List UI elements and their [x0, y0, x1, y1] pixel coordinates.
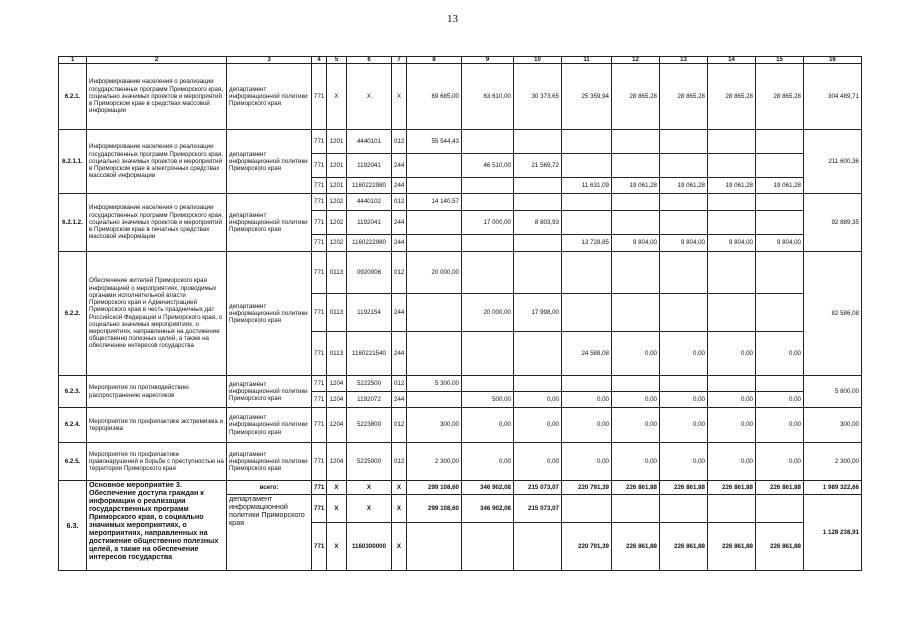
- cell: 1192072: [347, 392, 392, 408]
- header-cell: 13: [660, 57, 708, 64]
- cell: 82 586,08: [804, 252, 862, 376]
- cell: 226 861,88: [612, 481, 660, 495]
- cell: [708, 252, 756, 294]
- cell: 771: [312, 194, 327, 211]
- cell: [514, 523, 562, 571]
- header-cell: 5: [327, 57, 347, 64]
- cell: 1204: [327, 392, 347, 408]
- cell: 012: [392, 376, 407, 392]
- cell: 0,00: [756, 392, 804, 408]
- cell: 63 610,00: [462, 64, 514, 130]
- header-cell: 12: [612, 57, 660, 64]
- cell: [660, 130, 708, 154]
- cell: 771: [312, 130, 327, 154]
- cell: 1 128 238,91: [804, 495, 862, 571]
- cell: 0,00: [756, 332, 804, 376]
- cell: [407, 392, 462, 408]
- cell: 2 300,00: [407, 443, 462, 481]
- cell: 14 140,57: [407, 194, 462, 211]
- cell: [462, 252, 514, 294]
- table-row: [59, 481, 862, 495]
- cell: 215 073,07: [514, 481, 562, 495]
- cell: 220 791,39: [562, 523, 612, 571]
- cell: X: [392, 523, 407, 571]
- cell: 1204: [327, 443, 347, 481]
- row-name: Основное мероприятие 3. Обеспечение доступа граждан к информации о реализации государственных программ Приморского края, о социально значимых мероприятиях, о мероприятиях, направленных на достижение общественно полезных целей, а также на обеспечение интересов государства: [87, 481, 227, 571]
- table-row: [59, 252, 862, 294]
- header-cell: 15: [756, 57, 804, 64]
- cell: [708, 495, 756, 523]
- cell: 0,00: [612, 332, 660, 376]
- cell: [462, 376, 514, 392]
- cell: X: [392, 64, 407, 130]
- row-department: департамент информационной политики Приморского края: [227, 408, 312, 443]
- cell: 1201: [327, 178, 347, 194]
- cell: 012: [392, 194, 407, 211]
- cell: 4440102: [347, 194, 392, 211]
- cell: 215 073,07: [514, 495, 562, 523]
- row-code: 6.3.: [59, 481, 87, 571]
- page-number: 13: [447, 13, 458, 25]
- cell: 1160300000: [347, 523, 392, 571]
- cell: 299 108,60: [407, 495, 462, 523]
- cell: 771: [312, 408, 327, 443]
- cell: [562, 211, 612, 235]
- row-name: Информирование населения о реализации государственных программ Приморского края, социально значимых проектов и мероприятий в Приморском крае в электронных средствах массовой информации: [87, 130, 227, 194]
- cell: 771: [312, 235, 327, 252]
- header-row: [59, 57, 862, 64]
- cell: 8 803,93: [514, 211, 562, 235]
- cell: 1192041: [347, 154, 392, 178]
- cell: 0,00: [660, 443, 708, 481]
- row-name: Информирование населения о реализации государственных программ Приморского края, социально значимых проектов и мероприятий в Приморском крае в средствах массовой информации: [87, 64, 227, 130]
- cell: 226 861,88: [612, 523, 660, 571]
- cell: 1160221540: [347, 332, 392, 376]
- row-code: 6.2.5.: [59, 443, 87, 481]
- cell: [407, 178, 462, 194]
- cell: 012: [392, 252, 407, 294]
- cell: [708, 376, 756, 392]
- cell: X: [347, 481, 392, 495]
- cell: [407, 294, 462, 332]
- table-row: [59, 130, 862, 154]
- cell: 0,00: [612, 392, 660, 408]
- cell: [407, 523, 462, 571]
- cell: 55 544,43: [407, 130, 462, 154]
- cell: 0,00: [708, 332, 756, 376]
- cell: [756, 130, 804, 154]
- cell: 1204: [327, 376, 347, 392]
- cell: [514, 235, 562, 252]
- cell: 0,00: [514, 443, 562, 481]
- row-department: департамент информационной политики Приморского края: [227, 495, 312, 571]
- table-row: [59, 443, 862, 481]
- cell: 9 804,00: [612, 235, 660, 252]
- cell: 92 889,35: [804, 194, 862, 252]
- cell: [660, 294, 708, 332]
- row-code: 6.2.1.1.: [59, 130, 87, 194]
- cell: [562, 194, 612, 211]
- total-label: всего:: [227, 481, 312, 495]
- cell: [756, 252, 804, 294]
- cell: [612, 252, 660, 294]
- cell: 012: [392, 443, 407, 481]
- cell: [407, 211, 462, 235]
- cell: 19 061,28: [708, 178, 756, 194]
- cell: 244: [392, 178, 407, 194]
- cell: 0,00: [562, 443, 612, 481]
- cell: [514, 332, 562, 376]
- cell: [660, 376, 708, 392]
- cell: 17 998,00: [514, 294, 562, 332]
- cell: 1202: [327, 194, 347, 211]
- cell: [612, 194, 660, 211]
- cell: [756, 376, 804, 392]
- cell: 771: [312, 392, 327, 408]
- cell: 9 804,00: [756, 235, 804, 252]
- cell: 220 791,39: [562, 481, 612, 495]
- row-name: Обеспечение жителей Приморского края информацией о мероприятиях, проводимых органами исполнительной власти Приморского края и Администрацией Приморского края в честь праздничных дат Российской Федерации и Приморского края, о социально значимых мероприятиях, о мероприятиях, направленных на достижение общественно полезных целей, а также на обеспечение интересов государства: [87, 252, 227, 376]
- table-row: [59, 194, 862, 211]
- cell: 1201: [327, 130, 347, 154]
- cell: X: [327, 523, 347, 571]
- cell: 012: [392, 130, 407, 154]
- cell: [562, 294, 612, 332]
- cell: 28 865,28: [708, 64, 756, 130]
- cell: 30 373,65: [514, 64, 562, 130]
- row-department: департамент информационной политики Приморского края: [227, 443, 312, 481]
- cell: [756, 294, 804, 332]
- cell: 0,00: [462, 408, 514, 443]
- header-cell: 4: [312, 57, 327, 64]
- cell: [660, 495, 708, 523]
- cell: 346 902,08: [462, 481, 514, 495]
- cell: 0,00: [514, 408, 562, 443]
- cell: X: [392, 495, 407, 523]
- cell: [756, 194, 804, 211]
- cell: 5223800: [347, 408, 392, 443]
- cell: 4440101: [347, 130, 392, 154]
- cell: X: [327, 481, 347, 495]
- cell: [612, 376, 660, 392]
- cell: 28 865,28: [660, 64, 708, 130]
- cell: 0,00: [708, 443, 756, 481]
- cell: 0,00: [562, 392, 612, 408]
- cell: 226 861,88: [708, 523, 756, 571]
- cell: X: [392, 481, 407, 495]
- cell: 771: [312, 376, 327, 392]
- cell: 25 359,94: [562, 64, 612, 130]
- cell: [562, 130, 612, 154]
- budget-table: [58, 56, 862, 571]
- table-row: [59, 376, 862, 392]
- cell: 1201: [327, 154, 347, 178]
- row-department: департамент информационной политики Приморского края: [227, 130, 312, 194]
- cell: [407, 154, 462, 178]
- cell: [514, 194, 562, 211]
- cell: 226 861,88: [756, 481, 804, 495]
- header-cell: 14: [708, 57, 756, 64]
- cell: [660, 252, 708, 294]
- cell: 69 685,00: [407, 64, 462, 130]
- cell: [462, 523, 514, 571]
- cell: 771: [312, 178, 327, 194]
- cell: [462, 130, 514, 154]
- cell: 9 804,00: [708, 235, 756, 252]
- header-cell: 10: [514, 57, 562, 64]
- row-name: Мероприятия по профилактике правонарушений и борьбе с преступностью на территории Приморского края: [87, 443, 227, 481]
- cell: 0113: [327, 332, 347, 376]
- cell: 244: [392, 211, 407, 235]
- header-cell: 6: [347, 57, 392, 64]
- cell: [462, 194, 514, 211]
- cell: 244: [392, 392, 407, 408]
- cell: [562, 154, 612, 178]
- row-code: 6.2.3.: [59, 376, 87, 408]
- cell: 0,00: [756, 408, 804, 443]
- cell: 1202: [327, 235, 347, 252]
- table-row: [59, 408, 862, 443]
- row-code: 6.2.2.: [59, 252, 87, 376]
- cell: 1160222980: [347, 178, 392, 194]
- cell: 0,00: [708, 408, 756, 443]
- cell: 226 861,88: [708, 481, 756, 495]
- cell: [612, 211, 660, 235]
- cell: [407, 235, 462, 252]
- cell: 9 804,00: [660, 235, 708, 252]
- cell: 500,00: [462, 392, 514, 408]
- cell: 771: [312, 154, 327, 178]
- row-department: департамент информационной политики Приморского края: [227, 64, 312, 130]
- cell: 012: [392, 408, 407, 443]
- cell: 20 000,00: [407, 252, 462, 294]
- header-cell: 3: [227, 57, 312, 64]
- cell: [708, 130, 756, 154]
- cell: 5 300,00: [407, 376, 462, 392]
- cell: [708, 294, 756, 332]
- cell: 0113: [327, 294, 347, 332]
- cell: 1160222980: [347, 235, 392, 252]
- row-code: 6.2.4.: [59, 408, 87, 443]
- header-cell: 16: [804, 57, 862, 64]
- row-code: 6.2.1.2.: [59, 194, 87, 252]
- cell: 0,00: [612, 443, 660, 481]
- cell: [612, 495, 660, 523]
- cell: 20 000,00: [462, 294, 514, 332]
- header-cell: 11: [562, 57, 612, 64]
- cell: 1192154: [347, 294, 392, 332]
- cell: 17 000,00: [462, 211, 514, 235]
- cell: 244: [392, 294, 407, 332]
- cell: 0920006: [347, 252, 392, 294]
- cell: [660, 194, 708, 211]
- cell: 24 588,08: [562, 332, 612, 376]
- header-cell: 1: [59, 57, 87, 64]
- cell: 771: [312, 443, 327, 481]
- cell: [407, 332, 462, 376]
- cell: [708, 154, 756, 178]
- cell: 0,00: [612, 408, 660, 443]
- cell: 226 861,88: [660, 481, 708, 495]
- cell: 304 489,71: [804, 64, 862, 130]
- cell: 1192041: [347, 211, 392, 235]
- cell: X: [327, 64, 347, 130]
- cell: 226 861,88: [660, 523, 708, 571]
- cell: 28 865,28: [612, 64, 660, 130]
- cell: 21 569,72: [514, 154, 562, 178]
- cell: 5222500: [347, 376, 392, 392]
- cell: 771: [312, 64, 327, 130]
- header-cell: 9: [462, 57, 514, 64]
- cell: 299 108,60: [407, 481, 462, 495]
- cell: 244: [392, 332, 407, 376]
- row-department: департамент информационной политики Приморского края: [227, 252, 312, 376]
- header-cell: 8: [407, 57, 462, 64]
- cell: 0,00: [756, 443, 804, 481]
- cell: 771: [312, 252, 327, 294]
- cell: [562, 252, 612, 294]
- row-name: Мероприятия по профилактике экстремизма и терроризма: [87, 408, 227, 443]
- table-row: [59, 64, 862, 130]
- cell: 771: [312, 495, 327, 523]
- cell: 13 728,85: [562, 235, 612, 252]
- cell: [756, 211, 804, 235]
- row-department: департамент информационной политики Приморского края: [227, 376, 312, 408]
- cell: [756, 495, 804, 523]
- cell: 0113: [327, 252, 347, 294]
- cell: 0,00: [660, 392, 708, 408]
- cell: 46 510,00: [462, 154, 514, 178]
- cell: 300,00: [407, 408, 462, 443]
- cell: 771: [312, 332, 327, 376]
- cell: 226 861,88: [756, 523, 804, 571]
- cell: 0,00: [514, 392, 562, 408]
- cell: [660, 211, 708, 235]
- cell: [612, 154, 660, 178]
- row-department: департамент информационной политики Приморского края: [227, 194, 312, 252]
- row-name: Мероприятия по противодействию распространению наркотиков: [87, 376, 227, 408]
- cell: 771: [312, 481, 327, 495]
- cell: [708, 211, 756, 235]
- cell: [562, 495, 612, 523]
- cell: 19 061,28: [660, 178, 708, 194]
- cell: 5225000: [347, 443, 392, 481]
- cell: 28 865,28: [756, 64, 804, 130]
- cell: 0,00: [562, 408, 612, 443]
- cell: [612, 130, 660, 154]
- cell: 771: [312, 294, 327, 332]
- cell: X: [347, 495, 392, 523]
- cell: [562, 376, 612, 392]
- cell: 19 061,28: [756, 178, 804, 194]
- cell: [462, 235, 514, 252]
- cell: [514, 376, 562, 392]
- cell: 1 989 322,66: [804, 481, 862, 495]
- cell: [612, 294, 660, 332]
- row-code: 6.2.1.: [59, 64, 87, 130]
- header-cell: 2: [87, 57, 227, 64]
- cell: 244: [392, 154, 407, 178]
- cell: [708, 194, 756, 211]
- cell: [660, 154, 708, 178]
- cell: 211 600,36: [804, 130, 862, 194]
- cell: 5 800,00: [804, 376, 862, 408]
- cell: 1204: [327, 408, 347, 443]
- cell: 1202: [327, 211, 347, 235]
- cell: 771: [312, 523, 327, 571]
- cell: 300,00: [804, 408, 862, 443]
- cell: [514, 178, 562, 194]
- cell: 0,00: [462, 443, 514, 481]
- row-name: Информирование населения о реализации государственных программ Приморского края, социально значимых проектов и мероприятий в Приморском крае в печатных средствах массовой информации: [87, 194, 227, 252]
- cell: 244: [392, 235, 407, 252]
- cell: 2 300,00: [804, 443, 862, 481]
- cell: 346 902,08: [462, 495, 514, 523]
- cell: 11 631,09: [562, 178, 612, 194]
- cell: [514, 130, 562, 154]
- cell: X: [327, 495, 347, 523]
- header-cell: 7: [392, 57, 407, 64]
- cell: 771: [312, 211, 327, 235]
- cell: [462, 332, 514, 376]
- cell: 19 061,28: [612, 178, 660, 194]
- cell: 0,00: [708, 392, 756, 408]
- cell: X: [347, 64, 392, 130]
- cell: 0,00: [660, 408, 708, 443]
- cell: [462, 178, 514, 194]
- cell: 0,00: [660, 332, 708, 376]
- cell: [756, 154, 804, 178]
- cell: [514, 252, 562, 294]
